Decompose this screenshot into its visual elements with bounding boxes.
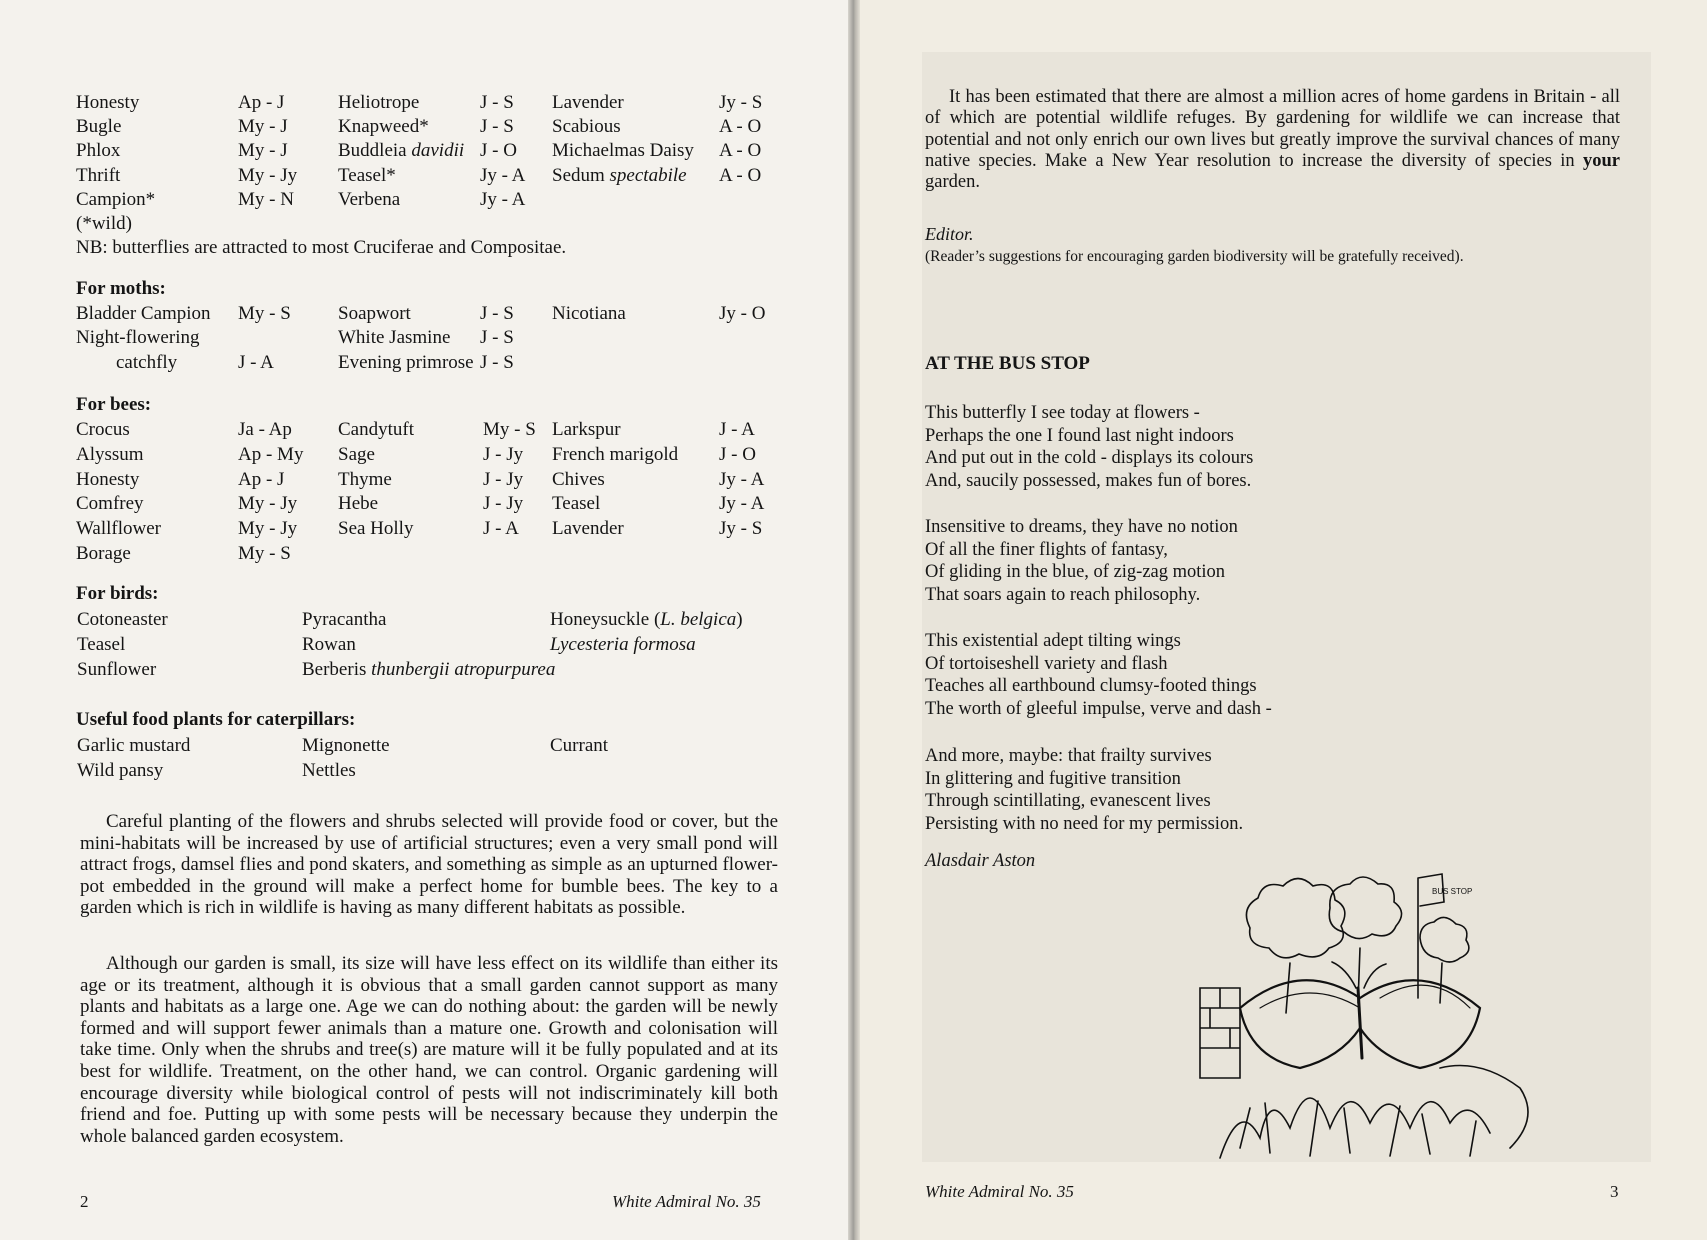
plant-name (552, 468, 605, 492)
running-footer-right: White Admiral No. 35 (925, 1182, 1074, 1201)
table-row (76, 658, 796, 682)
flowering-months: J - S (480, 116, 514, 138)
flowering-months: Jy - A (719, 468, 765, 490)
plant-name: Knapweed* (338, 116, 429, 138)
poem-author: Alasdair Aston (925, 851, 1036, 871)
butterfly-bus-stop-sketch (1180, 868, 1560, 1168)
table-row (76, 91, 796, 115)
flowering-months: J - S (480, 327, 514, 349)
plant-name: Phlox (76, 140, 121, 162)
running-footer-left: White Admiral No. 35 (612, 1192, 761, 1211)
table-row (76, 164, 796, 188)
flowering-months: J - Jy (483, 443, 524, 465)
plant-name-text: Michaelmas Daisy (552, 140, 694, 162)
plant-species-italic: Lycesteria formosa (550, 634, 696, 655)
birds-heading: For birds: (76, 583, 159, 604)
plant-name: Sea Holly (338, 518, 414, 540)
plant-name: Honesty (76, 468, 140, 490)
poem-stanza-2: Insensitive to dreams, they have no notion Of all the finer flights of fantasy, Of gliding in the blue, of zig-zag motion That soars again to reach philosophy. (925, 517, 1238, 605)
flowering-months: Ap - J (238, 92, 285, 113)
plant-name: Nettles (302, 759, 356, 781)
flowering-months: My - Jy (238, 493, 298, 515)
plant-name (552, 164, 687, 188)
page-number-right: 3 (1610, 1182, 1619, 1201)
plant-name: Bladder Campion (76, 303, 211, 324)
plant-name: Crocus (76, 419, 130, 440)
caterpillar-heading: Useful food plants for caterpillars: (76, 709, 356, 730)
flowering-months: My - Jy (238, 518, 298, 540)
flowering-months: J - A (483, 518, 519, 540)
moths-heading: For moths: (76, 278, 166, 299)
plant-name: Thyme (338, 468, 392, 490)
flowering-months: Jy - A (480, 188, 526, 210)
plant-name: Verbena (338, 188, 401, 210)
page-number-left: 2 (80, 1192, 89, 1211)
plant-name (552, 139, 694, 163)
table-row (76, 351, 796, 375)
plant-name (552, 302, 626, 326)
plant-name-text: French marigold (552, 443, 679, 465)
plant-name: Comfrey (76, 493, 144, 515)
plant-name-text: Chives (552, 468, 605, 490)
plant-species-italic: davidii (411, 140, 465, 162)
plant-name (550, 608, 743, 632)
paragraph-garden-age: Although our garden is small, its size will have less effect on its wildlife than either its age or its treatment, although it is obvious that a small garden cannot support as many plants and habitats as a large one. Age we can do nothing about: the garden will be newly formed and will support fewer animals than a mature one. Growth and colonisation will take time. Only when the shrubs and tree(s) are mature will it be fully populated and at its best for wildlife. Treatment, on the other hand, we can control. Organic gardening will encourage diversity while biological control of pests will not indiscriminately kill both friend and foe. Putting up with some pests will be necessary because they underpin the whole balanced garden ecosystem. (80, 953, 778, 1147)
plant-name: Thrift (76, 164, 121, 186)
plant-name (552, 115, 621, 139)
plant-name: Candytuft (338, 419, 414, 440)
plant-name-text: Lavender (552, 92, 624, 113)
poem-stanza-3: This existential adept tilting wings Of tortoiseshell variety and flash Teaches all earthbound clumsy-footed things The worth of gleeful impulse, verve and dash - (925, 631, 1272, 719)
plant-species-italic: thunbergii atropurpurea (371, 659, 556, 680)
table-row (76, 734, 796, 758)
flowering-months: J - A (238, 351, 274, 373)
plant-name-text: Larkspur (552, 419, 621, 440)
plant-name (550, 633, 696, 657)
flowering-months: Ap - J (238, 468, 285, 490)
table-row (76, 492, 796, 516)
plant-name: Night-flowering (76, 327, 200, 349)
butterfly-note: NB: butterflies are attracted to most Cruciferae and Compositae. (76, 237, 567, 258)
table-row (76, 302, 796, 326)
table-row (76, 517, 796, 541)
table-row (76, 418, 796, 442)
flowering-months: My - J (238, 140, 288, 162)
plant-name-text: Nicotiana (552, 303, 626, 324)
plant-name (552, 517, 624, 541)
poem-stanza-4: And more, maybe: that frailty survives In glittering and fugitive transition Through scintillating, evanescent lives Persisting with no need for my permission. (925, 746, 1244, 834)
table-row (76, 542, 796, 566)
poem-stanza-1: This butterfly I see today at flowers - Perhaps the one I found last night indoors And put out in the cold - displays its colours And, saucily possessed, makes fun of bores. (925, 403, 1254, 491)
table-row (76, 608, 796, 632)
flowering-months: J - S (480, 92, 514, 113)
flowering-months: J - O (480, 140, 517, 162)
plant-name: Borage (76, 543, 131, 564)
plant-name-text: Lavender (552, 518, 624, 540)
emphasis-your: your (1583, 150, 1620, 171)
plant-name: Garlic mustard (77, 735, 191, 756)
editor-signature: Editor. (925, 224, 974, 244)
flowering-months: My - N (238, 188, 294, 210)
editor-note: (Reader’s suggestions for encouraging garden biodiversity will be gratefully received). (925, 248, 1464, 265)
plant-name-text: Sedum (552, 164, 610, 186)
flowering-months: J - Jy (483, 493, 524, 515)
flowering-months: A - O (719, 164, 762, 186)
flowering-months: J - A (719, 419, 755, 440)
plant-name: Alyssum (76, 443, 144, 465)
plant-name: Sunflower (77, 659, 157, 680)
plant-name: Berberis (302, 659, 372, 680)
plant-name: Evening primrose (338, 351, 474, 373)
plant-name: Campion* (76, 188, 156, 210)
table-row (76, 188, 796, 212)
poem-title: AT THE BUS STOP (925, 353, 1090, 374)
table-row (76, 468, 796, 492)
plant-name: Soapwort (338, 303, 411, 324)
flowering-months: J - O (719, 443, 756, 465)
flowering-months: Jy - O (719, 303, 766, 324)
flowering-months: My - S (483, 419, 536, 440)
plant-name (552, 91, 624, 115)
plant-name: White Jasmine (338, 327, 451, 349)
flowering-months: My - J (238, 116, 288, 138)
paragraph-habitats: Careful planting of the flowers and shrubs selected will provide food or cover, but the mini-habitats will be increased by use of artificial structures; even a very small pond will attract frogs, damsel flies and pond skaters, and something as simple as an upturned flower-pot embedded in the ground will make a perfect home for bumble bees. The key to a garden which is rich in wildlife is having as many different habitats as possible. (80, 811, 778, 919)
book-gutter (848, 0, 860, 1240)
flowering-months: My - S (238, 543, 291, 564)
intro-paragraph: It has been estimated that there are almost a million acres of home gardens in Britain - all of which are potential wildlife refuges. By gardening for wildlife we can increase that potential and not only enrich our own lives but greatly improve the survival chances of many native species. Make a New Year resolution to increase the diversity of species in your garden. (925, 87, 1620, 193)
plant-name: Teasel* (338, 164, 396, 186)
plant-name: Wallflower (76, 518, 161, 540)
plant-name-text: ) (736, 609, 743, 630)
plant-name-wrap (302, 658, 555, 682)
table-row (76, 139, 796, 163)
bus-stop-sign-text: BUS STOP (1432, 887, 1473, 896)
plant-name-text: Scabious (552, 116, 621, 138)
table-row (76, 759, 796, 783)
plant-name (552, 418, 621, 442)
plant-name: (*wild) (76, 213, 132, 234)
plant-name: Hebe (338, 493, 379, 515)
flowering-months: My - S (238, 303, 291, 324)
flowering-months: My - Jy (238, 164, 298, 186)
plant-name: Wild pansy (77, 759, 164, 781)
flowering-months: J - S (480, 351, 514, 373)
plant-species-italic: L. belgica (660, 609, 737, 630)
plant-name-text: Honeysuckle ( (550, 609, 661, 630)
flowering-months: Jy - A (480, 164, 526, 186)
plant-name: Heliotrope (338, 92, 420, 113)
flowering-months: J - S (480, 303, 514, 324)
flowering-months: A - O (719, 140, 762, 162)
table-row (76, 115, 796, 139)
bees-heading: For bees: (76, 394, 152, 415)
table-row (76, 326, 796, 350)
plant-name: Buddleia (338, 140, 412, 162)
plant-name (552, 443, 678, 467)
flowering-months: A - O (719, 116, 762, 138)
plant-name (552, 492, 600, 516)
plant-name: catchfly (116, 351, 178, 373)
table-row (76, 633, 796, 657)
plant-name-text: Teasel (552, 493, 601, 515)
flowering-months: Ja - Ap (238, 419, 292, 440)
plant-name: Teasel (77, 634, 126, 655)
table-row (76, 212, 796, 236)
flowering-months: Ap - My (238, 443, 304, 465)
plant-name: Sage (338, 443, 375, 465)
plant-name-wrap (338, 139, 464, 163)
plant-name (550, 734, 608, 758)
flowering-months: Jy - S (719, 92, 763, 113)
flowering-months: Jy - S (719, 518, 763, 540)
plant-name: Pyracantha (302, 609, 387, 630)
plant-name-text: Currant (550, 735, 609, 756)
plant-name: Bugle (76, 116, 122, 138)
flowering-months: Jy - A (719, 493, 765, 515)
plant-name: Mignonette (302, 735, 390, 756)
plant-name: Rowan (302, 634, 356, 655)
flowering-months: J - Jy (483, 468, 524, 490)
table-row (76, 443, 796, 467)
plant-species-italic: spectabile (609, 164, 687, 186)
plant-name: Honesty (76, 92, 140, 113)
plant-name: Cotoneaster (77, 609, 168, 630)
